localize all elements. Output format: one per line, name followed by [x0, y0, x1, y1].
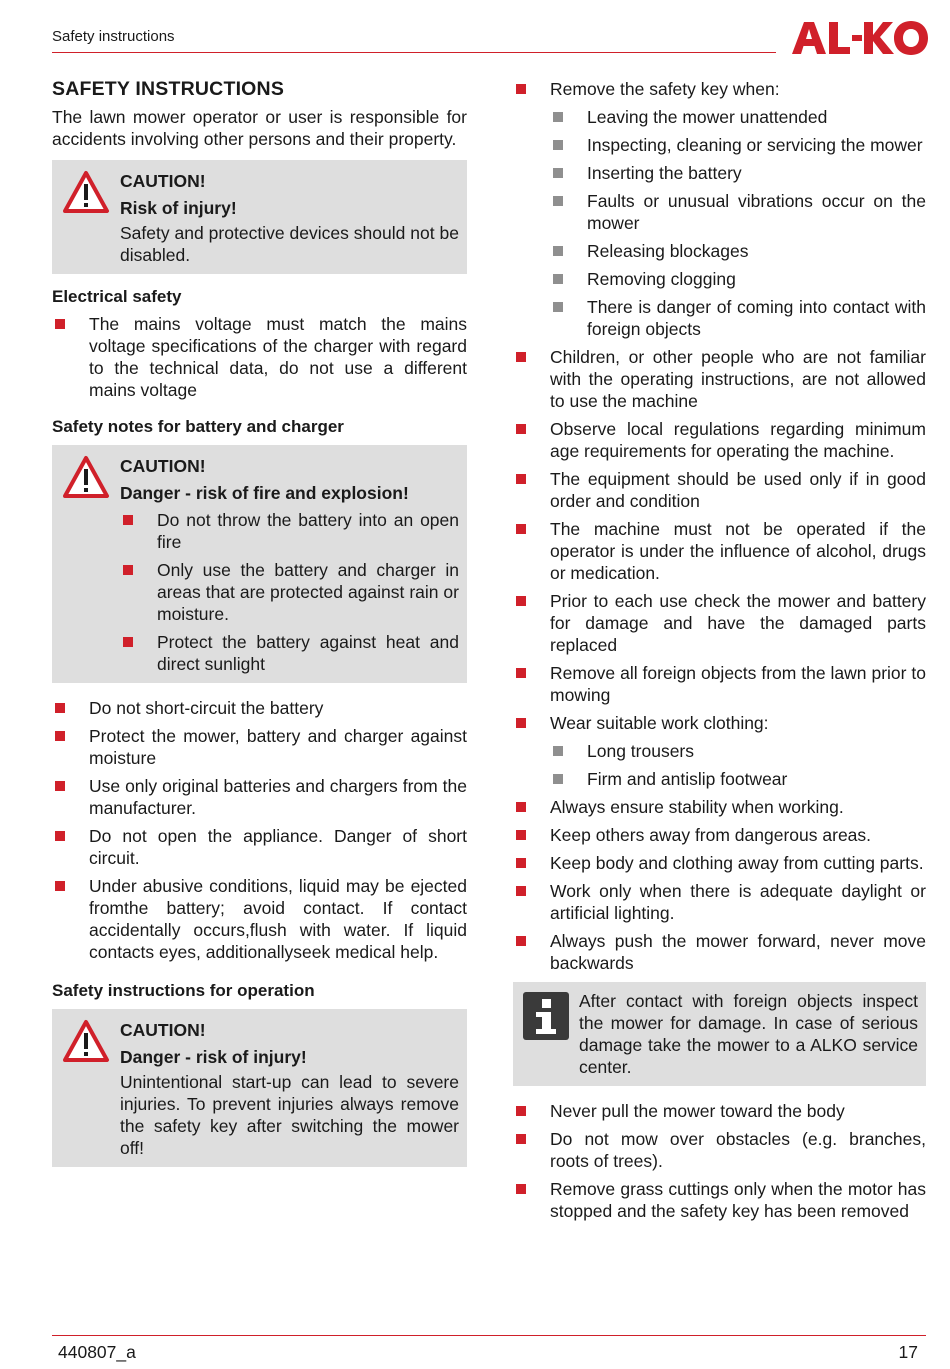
- list-item: Observe local regulations regarding minimum age requirements for operating the machine.: [513, 418, 926, 462]
- list-item: Do not mow over obstacles (e.g. branches, roots of trees).: [513, 1128, 926, 1172]
- alko-logo: [790, 18, 930, 58]
- caution-list: [120, 509, 459, 675]
- sub-list: [550, 740, 926, 790]
- list-item: Work only when there is adequate daylight or artificial lighting.: [513, 880, 926, 924]
- sub-list-item: There is danger of coming into contact with foreign objects: [550, 296, 926, 340]
- page-number: 17: [898, 1342, 918, 1362]
- list-item: [513, 78, 926, 340]
- header-rule: [52, 52, 776, 53]
- caution-text: Safety and protective devices should not be disabled.: [120, 223, 459, 265]
- document-id: 440807_a: [58, 1342, 136, 1362]
- final-list: [513, 1100, 926, 1222]
- caution-label: CAUTION!: [120, 456, 206, 476]
- sub-list-item: Faults or unusual vibrations occur on the mower: [550, 190, 926, 234]
- battery-list: [52, 697, 467, 963]
- list-item: Use only original batteries and chargers from the manufacturer.: [52, 775, 467, 819]
- list-item: Keep body and clothing away from cutting parts.: [513, 852, 926, 874]
- caution-title: Danger - risk of fire and explosion!: [120, 483, 409, 503]
- info-box: [513, 982, 926, 1086]
- caution-box-operation: [52, 1009, 467, 1167]
- caution-box-fire: [52, 445, 467, 683]
- list-item: Never pull the mower toward the body: [513, 1100, 926, 1122]
- list-item: Remove grass cuttings only when the motor has stopped and the safety key has been removed: [513, 1178, 926, 1222]
- warning-triangle-icon: [62, 1019, 110, 1063]
- list-item: Do not throw the battery into an open fire: [120, 509, 459, 553]
- caution-label: CAUTION!: [120, 1020, 206, 1040]
- electrical-list: [52, 313, 467, 401]
- list-item-text: Wear suitable work clothing:: [550, 713, 769, 733]
- list-item: Always ensure stability when working.: [513, 796, 926, 818]
- list-item: Prior to each use check the mower and battery for damage and have the damaged parts replaced: [513, 590, 926, 656]
- sub-list-item: Inspecting, cleaning or servicing the mower: [550, 134, 926, 156]
- list-item: Children, or other people who are not familiar with the operating instructions, are not allowed to use the machine: [513, 346, 926, 412]
- warning-triangle-icon: [62, 170, 110, 214]
- sub-list-item: Long trousers: [550, 740, 926, 762]
- page-heading: SAFETY INSTRUCTIONS: [52, 78, 285, 100]
- intro-text: The lawn mower operator or user is responsible for accidents involving other persons and their property.: [52, 107, 467, 149]
- list-item: The machine must not be operated if the operator is under the influence of alcohol, drugs or medication.: [513, 518, 926, 584]
- list-item-text: Remove the safety key when:: [550, 79, 780, 99]
- operation-heading: Safety instructions for operation: [52, 981, 315, 1000]
- right-column: [513, 78, 926, 1228]
- list-item: Protect the mower, battery and charger against moisture: [52, 725, 467, 769]
- sub-list-item: Removing clogging: [550, 268, 926, 290]
- warning-triangle-icon: [62, 455, 110, 499]
- sub-list-item: Releasing blockages: [550, 240, 926, 262]
- list-item: Only use the battery and charger in areas that are protected against rain or moisture.: [120, 559, 459, 625]
- list-item: The equipment should be used only if in good order and condition: [513, 468, 926, 512]
- electrical-heading: Electrical safety: [52, 287, 182, 306]
- caution-text: Unintentional start-up can lead to severe injuries. To prevent injuries always remove the safety key after switching the mower off!: [120, 1072, 459, 1158]
- footer-rule: [52, 1335, 926, 1336]
- info-icon: [523, 992, 569, 1040]
- caution-title: Risk of injury!: [120, 198, 237, 218]
- list-item: Do not open the appliance. Danger of short circuit.: [52, 825, 467, 869]
- list-item: Under abusive conditions, liquid may be ejected fromthe battery; avoid contact. If contact accidentally occurs,flush with water. If liquid contacts eyes, additionallyseek medical help.: [52, 875, 467, 963]
- caution-box-injury: [52, 160, 467, 274]
- list-item: Do not short-circuit the battery: [52, 697, 467, 719]
- list-item: Remove all foreign objects from the lawn prior to mowing: [513, 662, 926, 706]
- caution-title: Danger - risk of injury!: [120, 1047, 307, 1067]
- sub-list-item: Leaving the mower unattended: [550, 106, 926, 128]
- sub-list-item: Firm and antislip footwear: [550, 768, 926, 790]
- list-item: [513, 712, 926, 790]
- list-item: The mains voltage must match the mains voltage specifications of the charger with regard to the technical data, do not use a different mains voltage: [52, 313, 467, 401]
- info-text: After contact with foreign objects inspect the mower for damage. In case of serious damage take the mower to a ALKO service center.: [579, 991, 918, 1077]
- battery-heading: Safety notes for battery and charger: [52, 417, 344, 436]
- list-item: Keep others away from dangerous areas.: [513, 824, 926, 846]
- list-item: Always push the mower forward, never move backwards: [513, 930, 926, 974]
- caution-label: CAUTION!: [120, 171, 206, 191]
- left-column: [52, 78, 467, 1177]
- header-title: Safety instructions: [52, 28, 175, 45]
- sub-list: [550, 106, 926, 340]
- safety-key-list: [513, 78, 926, 974]
- list-item: Protect the battery against heat and direct sunlight: [120, 631, 459, 675]
- sub-list-item: Inserting the battery: [550, 162, 926, 184]
